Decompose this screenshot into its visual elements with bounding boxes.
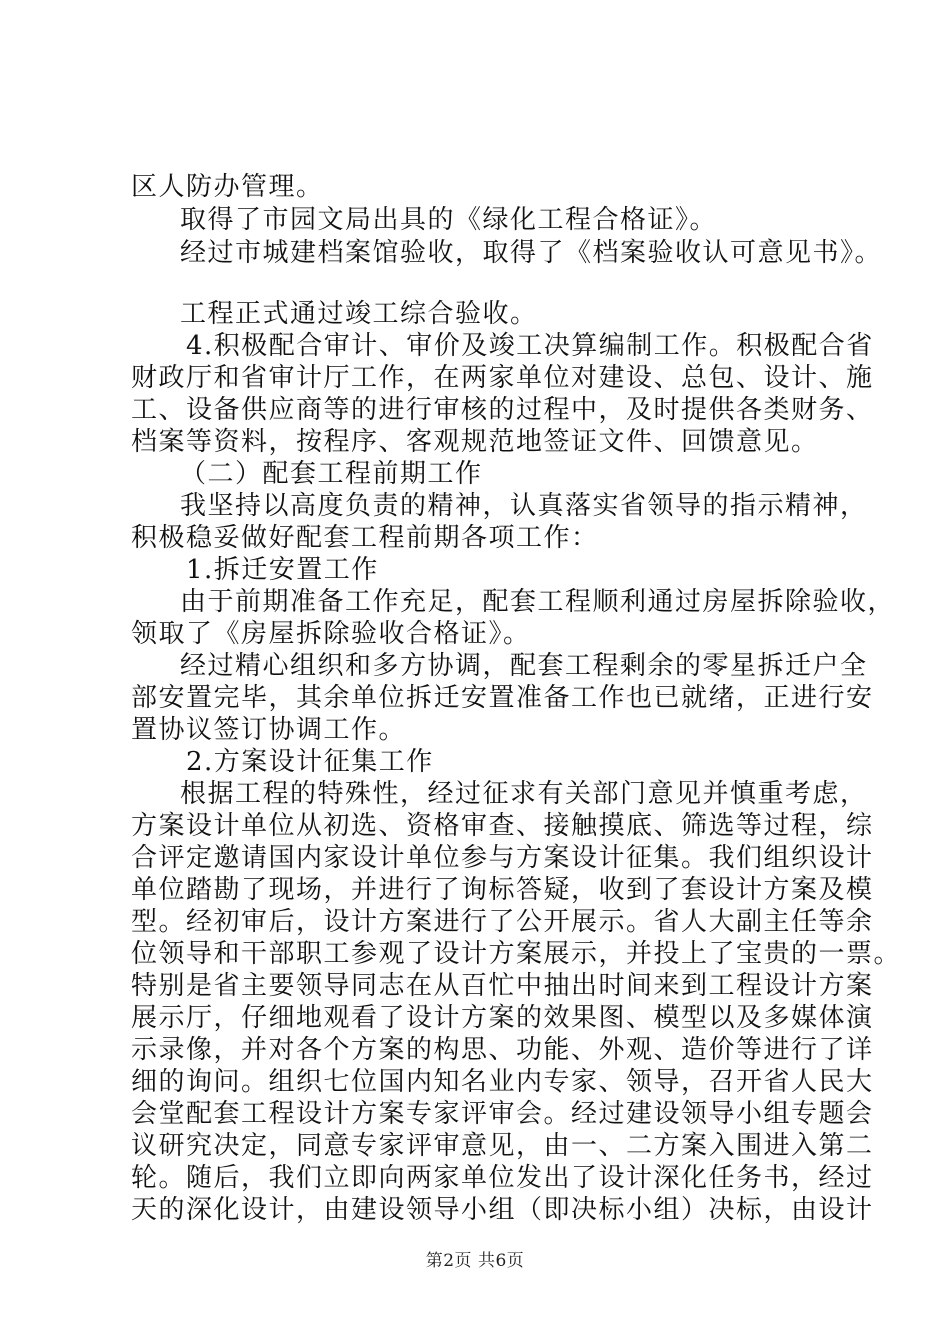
text-line: 合评定邀请国内家设计单位参与方案设计征集。我们组织设计 bbox=[131, 843, 874, 873]
text-line: 经过市城建档案馆验收，取得了《档案验收认可意见书》。 bbox=[180, 238, 883, 268]
text-line: 工、设备供应商等的进行审核的过程中，及时提供各类财务、 bbox=[131, 395, 874, 425]
text-line: 展示厅，仔细地观看了设计方案的效果图、模型以及多媒体演 bbox=[131, 1003, 874, 1033]
text-line: 档案等资料，按程序、客观规范地签证文件、回馈意见。 bbox=[131, 427, 819, 457]
text-line: 经过精心组织和多方协调，配套工程剩余的零星拆迁户全 bbox=[180, 651, 868, 681]
text-line: 议研究决定，同意专家评审意见，由一、二方案入围进入第二 bbox=[131, 1131, 874, 1161]
text-line: 根据工程的特殊性，经过征求有关部门意见并慎重考虑， bbox=[180, 779, 868, 809]
text-line: 积极稳妥做好配套工程前期各项工作： bbox=[131, 523, 599, 553]
text-line: 示录像，并对各个方案的构思、功能、外观、造价等进行了详 bbox=[131, 1035, 874, 1065]
text-line: 细的询问。组织七位国内知名业内专家、领导，召开省人民大 bbox=[131, 1067, 874, 1097]
subsection-heading: 1.拆迁安置工作 bbox=[186, 555, 379, 585]
text-line: 方案设计单位从初选、资格审查、接触摸底、筛选等过程，综 bbox=[131, 811, 874, 841]
text-line: 会堂配套工程设计方案专家评审会。经过建设领导小组专题会 bbox=[131, 1099, 874, 1129]
text-line: 位领导和干部职工参观了设计方案展示，并投上了宝贵的一票。 bbox=[131, 939, 902, 969]
text-line: 工程正式通过竣工综合验收。 bbox=[180, 299, 538, 329]
text-line: 特别是省主要领导同志在从百忙中抽出时间来到工程设计方案 bbox=[131, 971, 874, 1001]
text-line: 单位踏勘了现场，并进行了询标答疑，收到了套设计方案及模 bbox=[131, 875, 874, 905]
subsection-heading: 2.方案设计征集工作 bbox=[186, 747, 434, 777]
text-line: 置协议签订协调工作。 bbox=[131, 715, 407, 745]
page-number-footer: 第2页 共6页 bbox=[425, 1251, 525, 1271]
text-line: 型。经初审后，设计方案进行了公开展示。省人大副主任等余 bbox=[131, 907, 874, 937]
section-heading: （二）配套工程前期工作 bbox=[180, 459, 483, 489]
text-line: 财政厅和省审计厅工作，在两家单位对建设、总包、设计、施 bbox=[131, 363, 874, 393]
text-line: 区人防办管理。 bbox=[131, 172, 324, 202]
text-line: 取得了市园文局出具的《绿化工程合格证》。 bbox=[180, 205, 718, 235]
text-line: 由于前期准备工作充足，配套工程顺利通过房屋拆除验收， bbox=[180, 587, 896, 617]
text-line: 4.积极配合审计、审价及竣工决算编制工作。积极配合省 bbox=[186, 331, 874, 361]
text-line: 天的深化设计，由建设领导小组（即决标小组）决标，由设计 bbox=[131, 1195, 874, 1225]
text-line: 领取了《房屋拆除验收合格证》。 bbox=[131, 619, 531, 649]
text-line: 我坚持以高度负责的精神，认真落实省领导的指示精神， bbox=[180, 491, 868, 521]
text-line: 轮。随后，我们立即向两家单位发出了设计深化任务书，经过 bbox=[131, 1163, 874, 1193]
text-line: 部安置完毕，其余单位拆迁安置准备工作也已就绪，正进行安 bbox=[131, 683, 874, 713]
